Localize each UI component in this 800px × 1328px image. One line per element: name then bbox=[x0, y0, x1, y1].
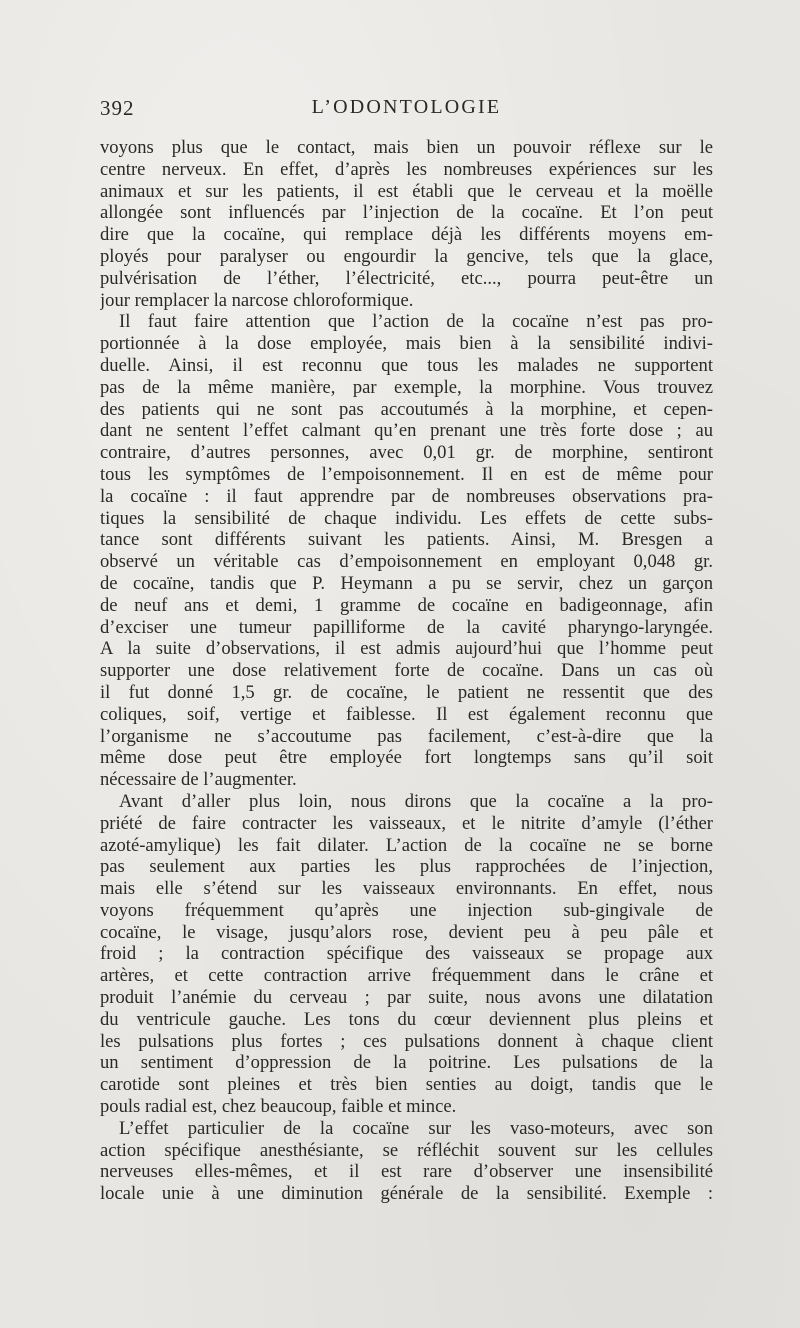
text-line: même dose peut être employée fort longtemps sans qu’il soit bbox=[100, 747, 713, 769]
text-line: les pulsations plus fortes ; ces pulsations donnent à chaque client bbox=[100, 1030, 713, 1052]
text-line: dire que la cocaïne, qui remplace déjà les différents moyens em- bbox=[100, 224, 713, 246]
text-line: carotide sont pleines et très bien senties au doigt, tandis que le bbox=[100, 1074, 713, 1096]
text-line: pas de la même manière, par exemple, la morphine. Vous trouvez bbox=[100, 376, 713, 398]
text-line: voyons fréquemment qu’après une injection sub-gingivale de bbox=[100, 899, 713, 921]
text-line: tiques la sensibilité de chaque individu. Les effets de cette subs- bbox=[100, 507, 713, 529]
page-number: 392 bbox=[100, 96, 135, 120]
text-line: contraire, d’autres personnes, avec 0,01 gr. de morphine, sentiront bbox=[100, 442, 713, 464]
text-line: A la suite d’observations, il est admis aujourd’hui que l’homme peut bbox=[100, 638, 713, 660]
text-line: mais elle s’étend sur les vaisseaux environnants. En effet, nous bbox=[100, 878, 713, 900]
text-line: dant ne sentent l’effet calmant qu’en prenant une très forte dose ; au bbox=[100, 420, 713, 442]
running-head bbox=[100, 96, 713, 124]
text-line: portionnée à la dose employée, mais bien à la sensibilité indivi- bbox=[100, 333, 713, 355]
running-title: L’ODONTOLOGIE bbox=[311, 96, 502, 118]
text-line: il fut donné 1,5 gr. de cocaïne, le patient ne ressentit que des bbox=[100, 681, 713, 703]
text-line: animaux et sur les patients, il est établi que le cerveau et la moëlle bbox=[100, 180, 713, 202]
text-line: artères, et cette contraction arrive fréquemment dans le crâne et bbox=[100, 965, 713, 987]
text-line: duelle. Ainsi, il est reconnu que tous les malades ne supportent bbox=[100, 354, 713, 376]
text-line: nerveuses elles-mêmes, et il est rare d’observer une insensibilité bbox=[100, 1161, 713, 1183]
text-line: Il faut faire attention que l’action de la cocaïne n’est pas pro- bbox=[119, 311, 713, 333]
text-line: ployés pour paralyser ou engourdir la gencive, tels que la glace, bbox=[100, 245, 713, 267]
text-line: pulvérisation de l’éther, l’électricité, etc..., pourra peut-être un bbox=[100, 267, 713, 289]
text-line: de cocaïne, tandis que P. Heymann a pu se servir, chez un garçon bbox=[100, 572, 713, 594]
text-line: locale unie à une diminution générale de la sensibilité. Exemple : bbox=[100, 1183, 713, 1205]
text-line: observé un véritable cas d’empoisonnement en employant 0,048 gr. bbox=[100, 551, 713, 573]
text-line: supporter une dose relativement forte de cocaïne. Dans un cas où bbox=[100, 660, 713, 682]
text-line: froid ; la contraction spécifique des vaisseaux se propage aux bbox=[100, 943, 713, 965]
text-line: d’exciser une tumeur papilliforme de la cavité pharyngo-laryngée. bbox=[100, 616, 713, 638]
text-line: voyons plus que le contact, mais bien un pouvoir réflexe sur le bbox=[100, 137, 713, 158]
text-line: azoté-amylique) les fait dilater. L’action de la cocaïne ne se borne bbox=[100, 834, 713, 856]
text-line: des patients qui ne sont pas accoutumés à la morphine, et cepen- bbox=[100, 398, 713, 420]
text-line: produit l’anémie du cerveau ; par suite, nous avons une dilatation bbox=[100, 987, 713, 1009]
text-line: coliques, soif, vertige et faiblesse. Il est également reconnu que bbox=[100, 703, 713, 725]
text-line: du ventricule gauche. Les tons du cœur deviennent plus pleins et bbox=[100, 1008, 713, 1030]
text-line: Avant d’aller plus loin, nous dirons que la cocaïne a la pro- bbox=[119, 790, 713, 812]
text-line: jour remplacer la narcose chloroformique. bbox=[100, 289, 414, 311]
text-line: cocaïne, le visage, jusqu’alors rose, devient peu à peu pâle et bbox=[100, 921, 713, 943]
text-line: priété de faire contracter les vaisseaux, et le nitrite d’amyle (l’éther bbox=[100, 812, 713, 834]
text-line: action spécifique anesthésiante, se réfléchit souvent sur les cellules bbox=[100, 1139, 713, 1161]
text-line: tous les symptômes de l’empoisonnement. Il en est de même pour bbox=[100, 463, 713, 485]
text-line: l’organisme ne s’accoutume pas facilement, c’est-à-dire que la bbox=[100, 725, 713, 747]
text-line: un sentiment d’oppression de la poitrine. Les pulsations de la bbox=[100, 1052, 713, 1074]
text-line: allongée sont influencés par l’injection de la cocaïne. Et l’on peut bbox=[100, 202, 713, 224]
body-text bbox=[100, 137, 713, 1205]
text-line: tance sont différents suivant les patients. Ainsi, M. Bresgen a bbox=[100, 529, 713, 551]
text-line: nécessaire de l’augmenter. bbox=[100, 769, 297, 791]
text-line: centre nerveux. En effet, d’après les nombreuses expériences sur les bbox=[100, 158, 713, 180]
text-line: de neuf ans et demi, 1 gramme de cocaïne en badigeonnage, afin bbox=[100, 594, 713, 616]
text-line: L’effet particulier de la cocaïne sur les vaso-moteurs, avec son bbox=[119, 1117, 713, 1139]
text-line: pouls radial est, chez beaucoup, faible et mince. bbox=[100, 1096, 457, 1118]
text-line: pas seulement aux parties les plus rapprochées de l’injection, bbox=[100, 856, 713, 878]
text-line: la cocaïne : il faut apprendre par de nombreuses observations pra- bbox=[100, 485, 713, 507]
